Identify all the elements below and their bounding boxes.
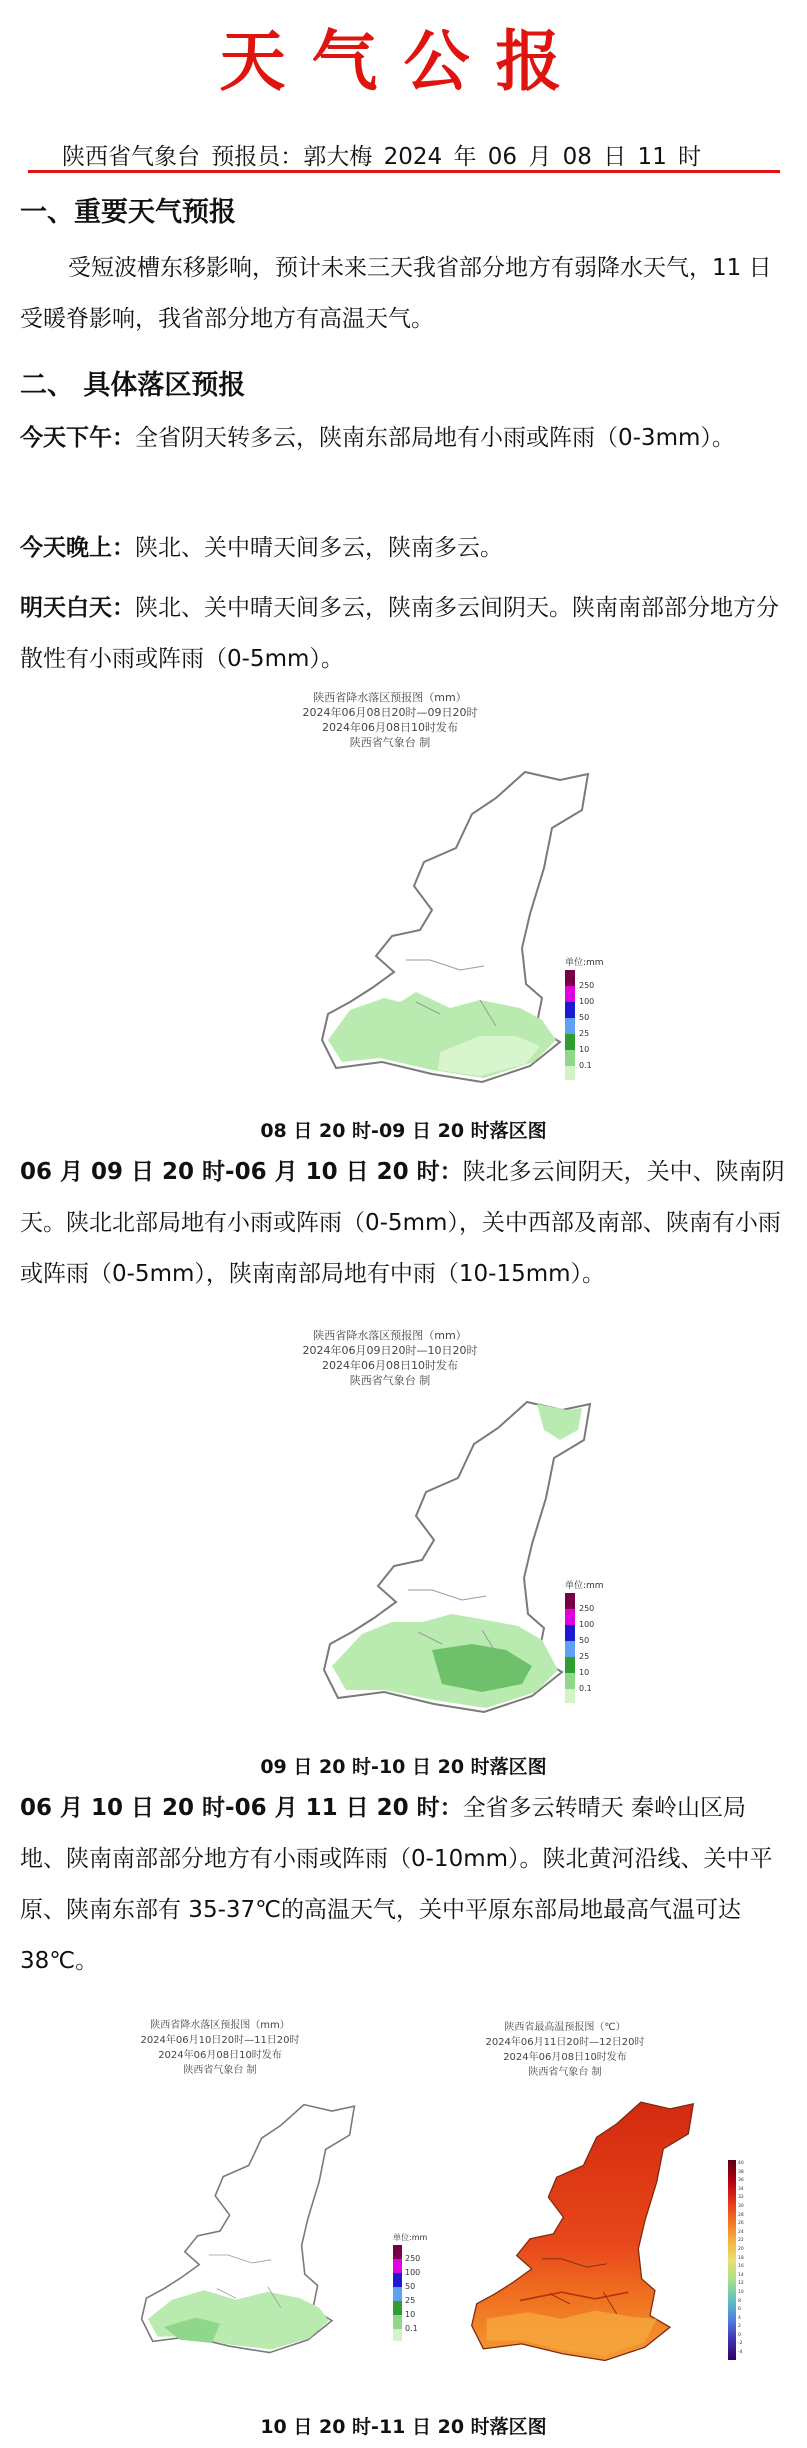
bulletin-title: 天气公报 <box>219 22 588 100</box>
temp-label: 4 <box>738 2315 741 2321</box>
temp-label: 10 <box>738 2289 744 2295</box>
legend-label: 100 <box>579 1620 595 1629</box>
temp-label: 26 <box>738 2221 744 2227</box>
day2-text: 陕北多云间阴天，关中、陕南阴天。陕北北部局地有小雨或阵雨（0-5mm），关中西部及南部、陕南有小雨或阵雨（0-5mm），陕南南部局地有中雨（10-15mm）。 <box>20 1159 785 1287</box>
temp-label: 24 <box>738 2229 744 2235</box>
map1-legend <box>565 955 604 1080</box>
map2-title: 陕西省降水落区预报图（mm） <box>313 1329 467 1342</box>
afternoon-text: 全省阴天转多云，陕南东部局地有小雨或阵雨（0-3mm）。 <box>135 425 735 451</box>
temperature-legend <box>728 2160 754 2360</box>
map1-issued: 2024年06月08日10时发布 <box>322 721 458 734</box>
map3-title-block <box>100 2018 340 2078</box>
map2-period: 2024年06月09日20时—10日20时 <box>302 1344 478 1357</box>
legend-label: 50 <box>405 2282 416 2291</box>
map4-temperature-map <box>470 2088 720 2388</box>
map3-maker: 陕西省气象台 制 <box>183 2065 257 2076</box>
map3-period: 2024年06月10日20时—11日20时 <box>140 2035 300 2046</box>
section1-heading: 一、重要天气预报 <box>20 197 236 228</box>
temp-label: -4 <box>738 2350 743 2356</box>
temp-label: -2 <box>738 2341 743 2347</box>
map1-legend-title: 单位:mm <box>565 958 604 968</box>
legend-label: 0.1 <box>579 1684 592 1693</box>
map2-title-block <box>230 1328 550 1388</box>
afternoon-label: 今天下午： <box>20 425 135 451</box>
temp-label: 28 <box>738 2212 744 2218</box>
map4-title-block <box>440 2020 690 2080</box>
paragraph-tonight <box>20 523 790 574</box>
day3-text: 全省多云转晴天 秦岭山区局地、陕南南部部分地方有小雨或阵雨（0-10mm）。陕北黄河沿线、关中平原、陕南东部有 35-37℃的高温天气，关中平原东部局地最高气温可达 38℃。 <box>20 1795 773 1974</box>
legend-label: 25 <box>579 1652 590 1661</box>
temp-label: 22 <box>738 2238 744 2244</box>
paragraph-day2 <box>20 1147 790 1300</box>
temp-label: 30 <box>738 2203 744 2209</box>
map3-issued: 2024年06月08日10时发布 <box>158 2050 282 2061</box>
temp-label: 2 <box>738 2324 741 2330</box>
legend-label: 100 <box>405 2268 421 2277</box>
legend-label: 250 <box>579 1604 595 1613</box>
map1-title: 陕西省降水落区预报图（mm） <box>313 691 467 704</box>
map1-period: 2024年06月08日20时—09日20时 <box>302 706 478 719</box>
map3-legend <box>393 2232 427 2341</box>
map1-maker: 陕西省气象台 制 <box>349 736 431 749</box>
map2-caption: 09 日 20 时-10 日 20 时落区图 <box>260 1756 547 1778</box>
legend-label: 250 <box>579 981 595 990</box>
temp-label: 6 <box>738 2307 741 2313</box>
map3-precip-map <box>140 2090 380 2380</box>
temp-label: 18 <box>738 2255 744 2261</box>
map1-caption: 08 日 20 时-09 日 20 时落区图 <box>260 1120 547 1142</box>
legend-label: 25 <box>405 2296 416 2305</box>
legend-label: 10 <box>405 2310 416 2319</box>
tonight-label: 今天晚上： <box>20 535 135 561</box>
temperature-legend-bar <box>728 2160 736 2360</box>
map2-issued: 2024年06月08日10时发布 <box>322 1359 458 1372</box>
section2-heading: 二、 具体落区预报 <box>20 370 246 401</box>
legend-label: 250 <box>405 2254 421 2263</box>
temp-label: 40 <box>738 2161 744 2166</box>
temp-label: 32 <box>738 2195 744 2201</box>
legend-label: 50 <box>579 1636 590 1645</box>
map1-title-block <box>230 690 550 750</box>
legend-label: 10 <box>579 1045 590 1054</box>
temp-label: 14 <box>738 2272 744 2278</box>
tonight-text: 陕北、关中晴天间多云，陕南多云。 <box>135 535 503 561</box>
temp-label: 34 <box>738 2186 744 2192</box>
red-divider <box>28 170 780 173</box>
legend-label: 100 <box>579 997 595 1006</box>
map4-period: 2024年06月11日20时—12日20时 <box>485 2037 645 2048</box>
temp-label: 20 <box>738 2246 744 2252</box>
legend-label: 0.1 <box>579 1061 592 1070</box>
temp-label: 12 <box>738 2281 744 2287</box>
legend-label: 0.1 <box>405 2324 418 2333</box>
legend-label: 10 <box>579 1668 590 1677</box>
temperature-legend-labels <box>738 2160 744 2360</box>
map2-maker: 陕西省气象台 制 <box>349 1374 431 1387</box>
map4-issued: 2024年06月08日10时发布 <box>503 2052 627 2063</box>
day3-label: 06 月 10 日 20 时-06 月 11 日 20 时： <box>20 1795 463 1821</box>
paragraph-afternoon <box>20 413 790 464</box>
map2-legend-title: 单位:mm <box>565 1581 604 1591</box>
map3-legend-title: 单位:mm <box>393 2233 428 2242</box>
map3-caption: 10 日 20 时-11 日 20 时落区图 <box>260 2416 547 2438</box>
paragraph-tomorrow <box>20 583 790 685</box>
map3-title: 陕西省降水落区预报图（mm） <box>150 2020 290 2031</box>
bulletin-header: 陕西省气象台 预报员：郭大梅 2024 年 06 月 08 日 11 时 <box>62 144 702 170</box>
temp-label: 38 <box>738 2169 744 2175</box>
temp-label: 0 <box>738 2332 741 2338</box>
section1-body: 受短波槽东移影响，预计未来三天我省部分地方有弱降水天气，11 日受暖脊影响，我省部分地方有高温天气。 <box>20 255 772 332</box>
tomorrow-label: 明天白天： <box>20 595 135 621</box>
legend-label: 50 <box>579 1013 590 1022</box>
map4-title: 陕西省最高温预报图（℃） <box>504 2022 626 2033</box>
temp-label: 36 <box>738 2178 744 2184</box>
temp-label: 16 <box>738 2264 744 2270</box>
paragraph-day3 <box>20 1783 790 1987</box>
legend-label: 25 <box>579 1029 590 1038</box>
map2-legend <box>565 1578 604 1703</box>
temp-label: 8 <box>738 2298 741 2304</box>
map4-maker: 陕西省气象台 制 <box>528 2067 602 2078</box>
tomorrow-text: 陕北、关中晴天间多云，陕南多云间阴天。陕南南部部分地方分散性有小雨或阵雨（0-5mm）。 <box>20 595 779 672</box>
day2-label: 06 月 09 日 20 时-06 月 10 日 20 时： <box>20 1159 463 1185</box>
